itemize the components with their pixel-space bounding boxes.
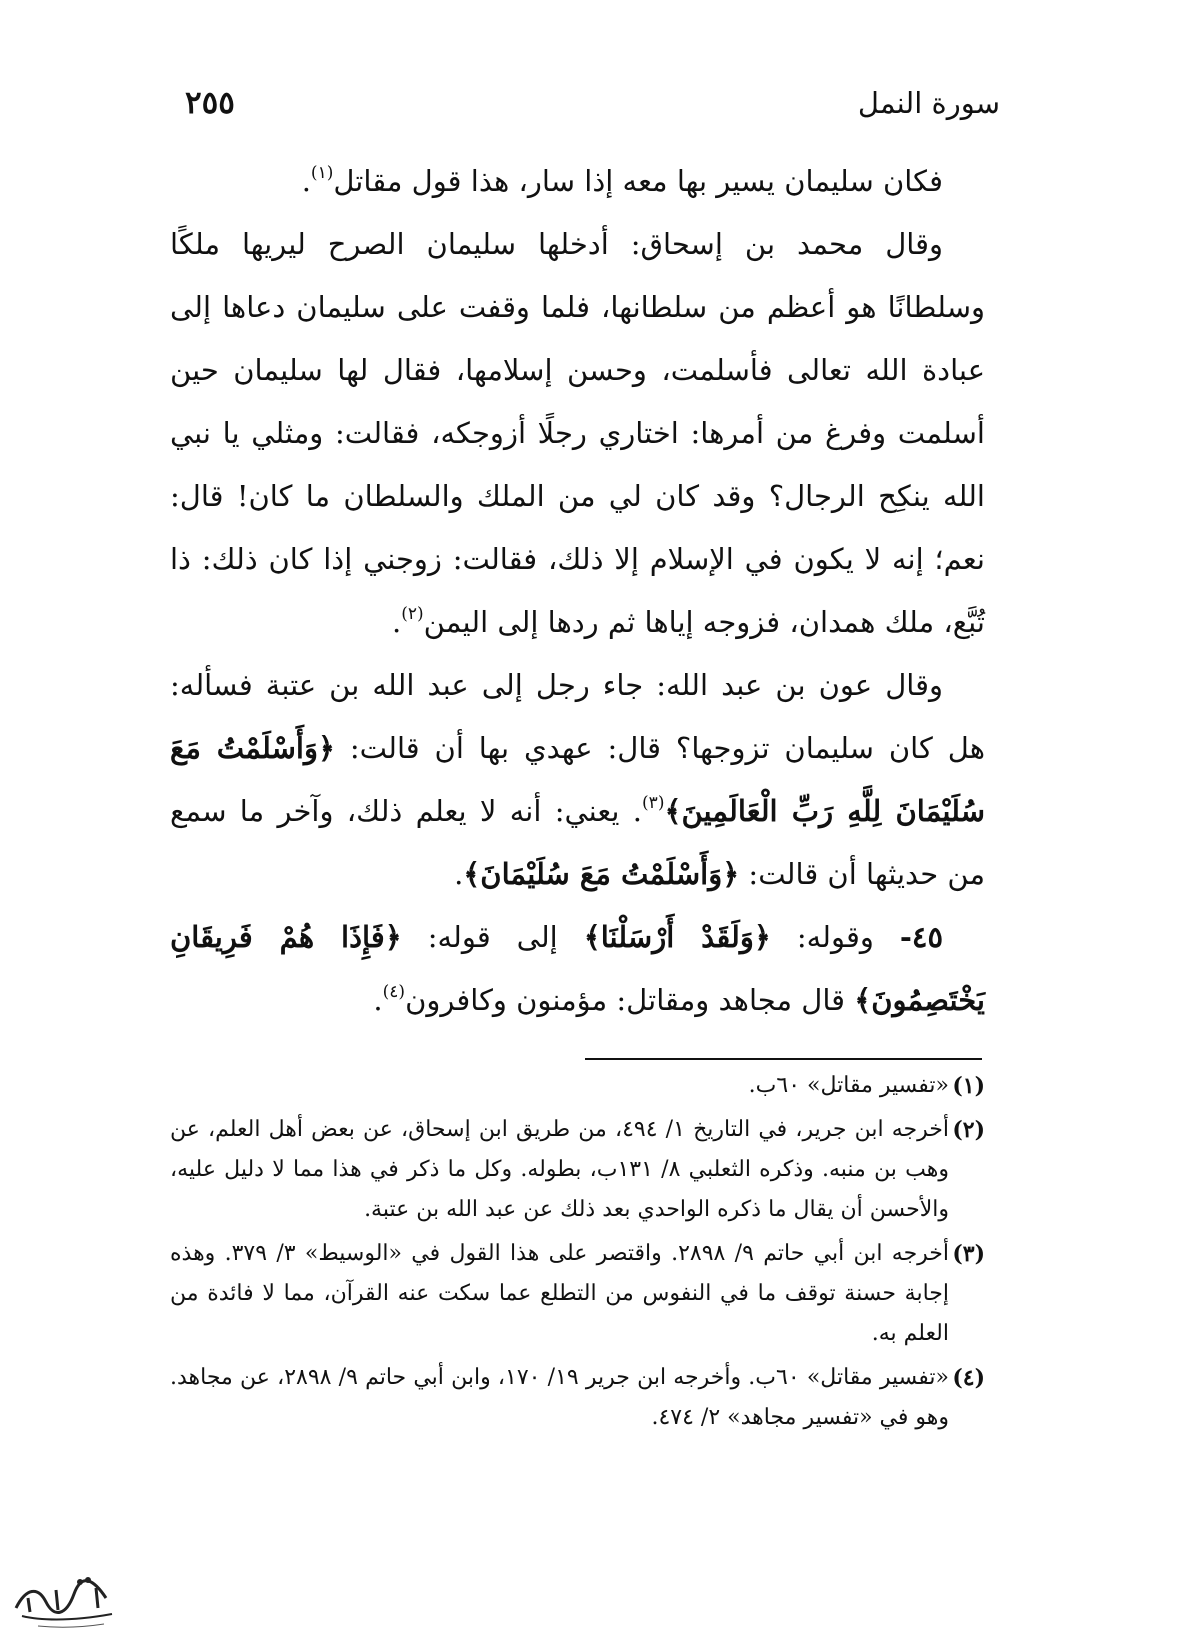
- paragraph-3-text-b: . يعني: أنه لا يعلم ذلك، وآخر ما سمع من حديثها أن قالت:: [170, 794, 985, 891]
- footnote-ref-1: (١): [310, 163, 334, 184]
- footnote-ref-3: (٣): [642, 793, 665, 814]
- paragraph-4-text-a: وقوله:: [796, 920, 874, 954]
- footnote-number: (٤): [952, 1365, 985, 1391]
- paragraph-1: [170, 150, 985, 213]
- quran-quote-3: ﴿وَلَقَدْ أَرْسَلْنَا﴾: [583, 920, 771, 954]
- footnote-1: [170, 1066, 985, 1106]
- paragraph-4: [170, 906, 985, 1032]
- footnote-3: [170, 1234, 985, 1354]
- paragraph-1-end: .: [301, 164, 311, 198]
- paragraph-1-text: فكان سليمان يسير بها معه إذا سار، هذا قول مقاتل: [333, 164, 943, 198]
- publisher-seal-logo: [8, 1568, 120, 1632]
- footnote-separator: [585, 1058, 982, 1060]
- paragraph-4-text-b: إلى قوله:: [427, 920, 558, 954]
- quran-quote-1: ﴿وَأَسْلَمْتُ مَعَ سُلَيْمَانَ لِلَّهِ رَبِّ الْعَالَمِينَ﴾: [170, 731, 985, 828]
- footnote-number: (١): [952, 1073, 985, 1099]
- paragraph-2: [170, 213, 985, 654]
- page-number: ٢٥٥: [185, 85, 235, 121]
- footnote-number: (٢): [952, 1117, 985, 1143]
- footnote-text: أخرجه ابن جرير، في التاريخ ١/ ٤٩٤، من طريق ابن إسحاق، عن بعض أهل العلم، عن وهب بن منبه. وذكره الثعلبي ٨/ ١٣١ب، بطوله. وكل ما ذكر في هذا مما لا دليل عليه، والأحسن أن يقال ما ذكره الواحدي بعد ذلك عن عبد الله بن عتبة.: [170, 1117, 950, 1222]
- paragraph-4-end: .: [373, 983, 383, 1017]
- paragraph-3-end: .: [454, 857, 464, 891]
- paragraph-2-text: وقال محمد بن إسحاق: أدخلها سليمان الصرح ليريها ملكًا وسلطانًا هو أعظم من سلطانها، فلما وقفت على سليمان دعاها إلى عبادة الله تعالى فأسلمت، وحسن إسلامها، فقال لها سليمان حين أسلمت وفرغ من أمرها: اختاري رجلًا أزوجكه، فقالت: ومثلي يا نبي الله ينكِح الرجال؟ وقد كان لي من الملك والسلطان ما كان! قال: نعم؛ إنه لا يكون في الإسلام إلا ذلك، فقالت: زوجني إذا كان ذلك: ذا تُبَّع، ملك همدان، فزوجه إياها ثم ردها إلى اليمن: [170, 227, 985, 639]
- footnote-text: أخرجه ابن أبي حاتم ٩/ ٢٨٩٨. واقتصر على هذا القول في «الوسيط» ٣/ ٣٧٩. وهذه إجابة حسنة توقف ما في النفوس من التطلع عما سكت عنه القرآن، مما لا فائدة من العلم به.: [170, 1241, 950, 1346]
- quran-quote-4: ﴿فَإِذَا هُمْ فَرِيقَانِ يَخْتَصِمُونَ﴾: [170, 920, 985, 1017]
- footnote-2: [170, 1110, 985, 1230]
- footnote-text: «تفسير مقاتل» ٦٠ب.: [748, 1073, 949, 1098]
- main-text: [170, 150, 985, 1032]
- surah-title: سورة النمل: [857, 86, 1000, 120]
- footnote-4: [170, 1358, 985, 1438]
- footnote-number: (٣): [952, 1241, 985, 1267]
- footnote-ref-2: (٢): [401, 604, 424, 625]
- paragraph-3: [170, 654, 985, 906]
- paragraph-2-end: .: [392, 605, 402, 639]
- paragraph-3-text-a: وقال عون بن عبد الله: جاء رجل إلى عبد الله بن عتبة فسأله: هل كان سليمان تزوجها؟ قال: عهدي بها أن قالت:: [170, 668, 985, 765]
- footnote-ref-4: (٤): [382, 982, 406, 1003]
- page-header: [185, 78, 1000, 128]
- paragraph-4-text-c: قال مجاهد ومقاتل: مؤمنون وكافرون: [405, 983, 846, 1017]
- footnote-text: «تفسير مقاتل» ٦٠ب. وأخرجه ابن جرير ١٩/ ١٧٠، وابن أبي حاتم ٩/ ٢٨٩٨، عن مجاهد. وهو في «تفسير مجاهد» ٢/ ٤٧٤.: [170, 1365, 950, 1430]
- footnotes: [170, 1066, 985, 1442]
- verse-number: ٤٥-: [899, 920, 944, 954]
- quran-quote-2: ﴿وَأَسْلَمْتُ مَعَ سُلَيْمَانَ﴾: [463, 857, 740, 891]
